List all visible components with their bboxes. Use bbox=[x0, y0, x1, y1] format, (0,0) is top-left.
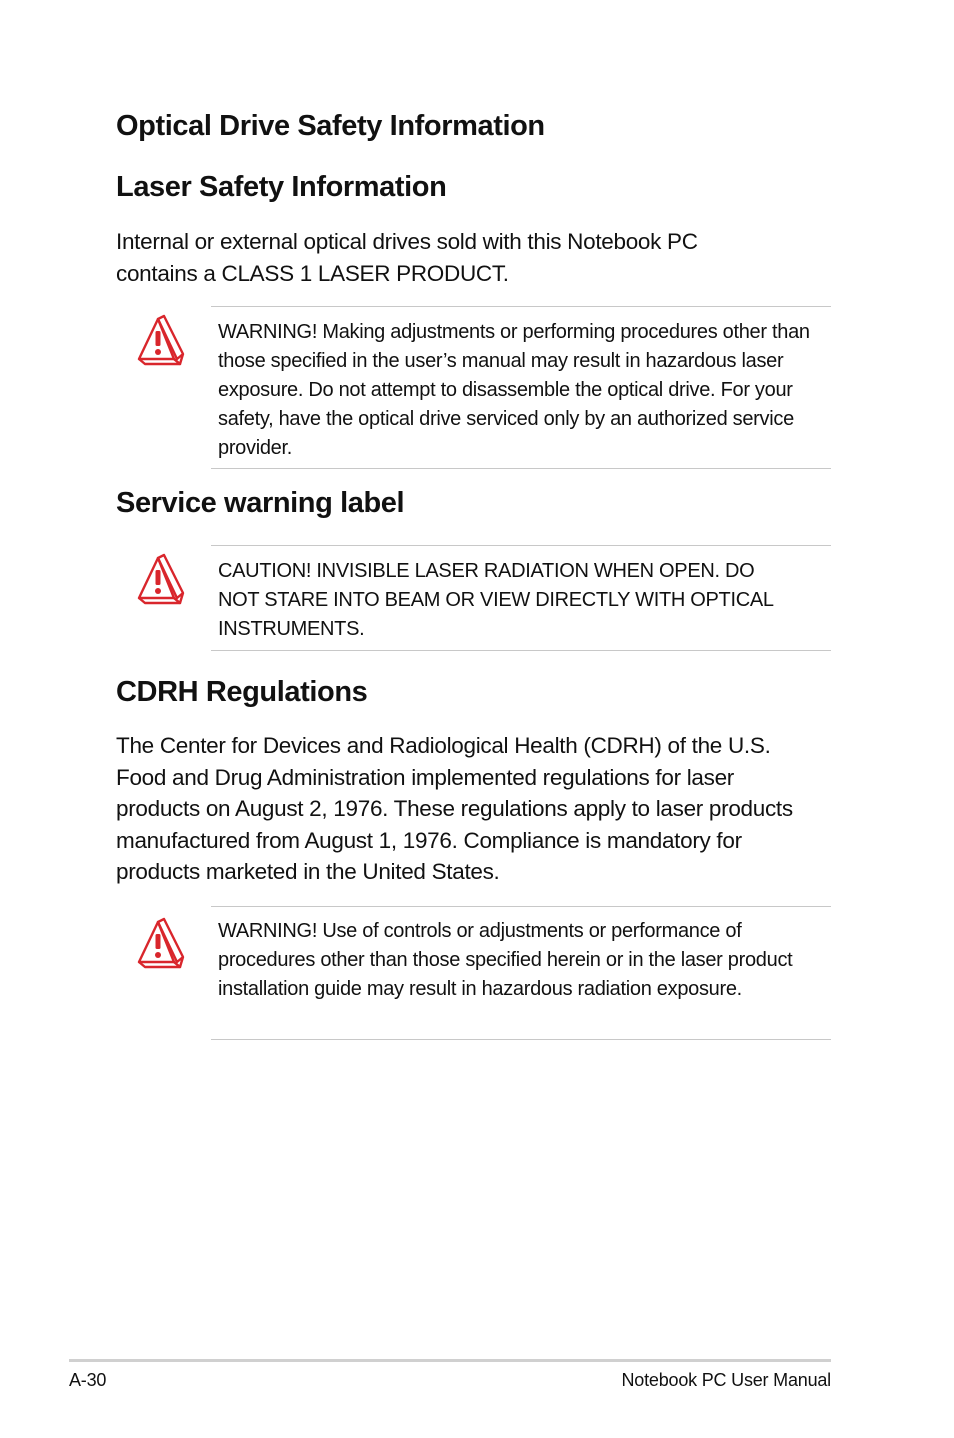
warning-icon bbox=[136, 917, 186, 971]
cdrh-warning-text: WARNING! Use of controls or adjustments or performance of procedures other than those specified herein or in the laser product installation guide may result in hazardous radiation exposure. bbox=[218, 920, 793, 1000]
cdrh-body-paragraph: The Center for Devices and Radiological Health (CDRH) of the U.S. Food and Drug Administration implemented regulations for laser products on August 2, 1976. These regulations apply to laser products manufactured from August 1, 1976. Compliance is mandatory for products marketed in the United States. bbox=[116, 733, 793, 884]
section-title-optical-drive-safety: Optical Drive Safety Information bbox=[116, 110, 545, 142]
warning-icon bbox=[136, 314, 186, 368]
section-title-cdrh-regulations: CDRH Regulations bbox=[116, 676, 368, 708]
page-number: A-30 bbox=[69, 1370, 107, 1390]
manual-title: Notebook PC User Manual bbox=[621, 1370, 831, 1390]
laser-warning-text: WARNING! Making adjustments or performing procedures other than those specified in the user’s manual may result in hazardous laser exposure. Do not attempt to disassemble the optical drive. For your safety, have the optical drive serviced only by an authorized service provider. bbox=[218, 321, 810, 459]
laser-intro-paragraph: Internal or external optical drives sold with this Notebook PC contains a CLASS 1 LASER PRODUCT. bbox=[116, 229, 698, 286]
warning-icon bbox=[136, 553, 186, 607]
service-caution-text: CAUTION! INVISIBLE LASER RADIATION WHEN OPEN. DO NOT STARE INTO BEAM OR VIEW DIRECTLY WITH OPTICAL INSTRUMENTS. bbox=[218, 560, 773, 640]
section-title-service-warning-label: Service warning label bbox=[116, 487, 405, 519]
footer-divider bbox=[69, 1359, 831, 1362]
section-title-laser-safety: Laser Safety Information bbox=[116, 171, 447, 203]
